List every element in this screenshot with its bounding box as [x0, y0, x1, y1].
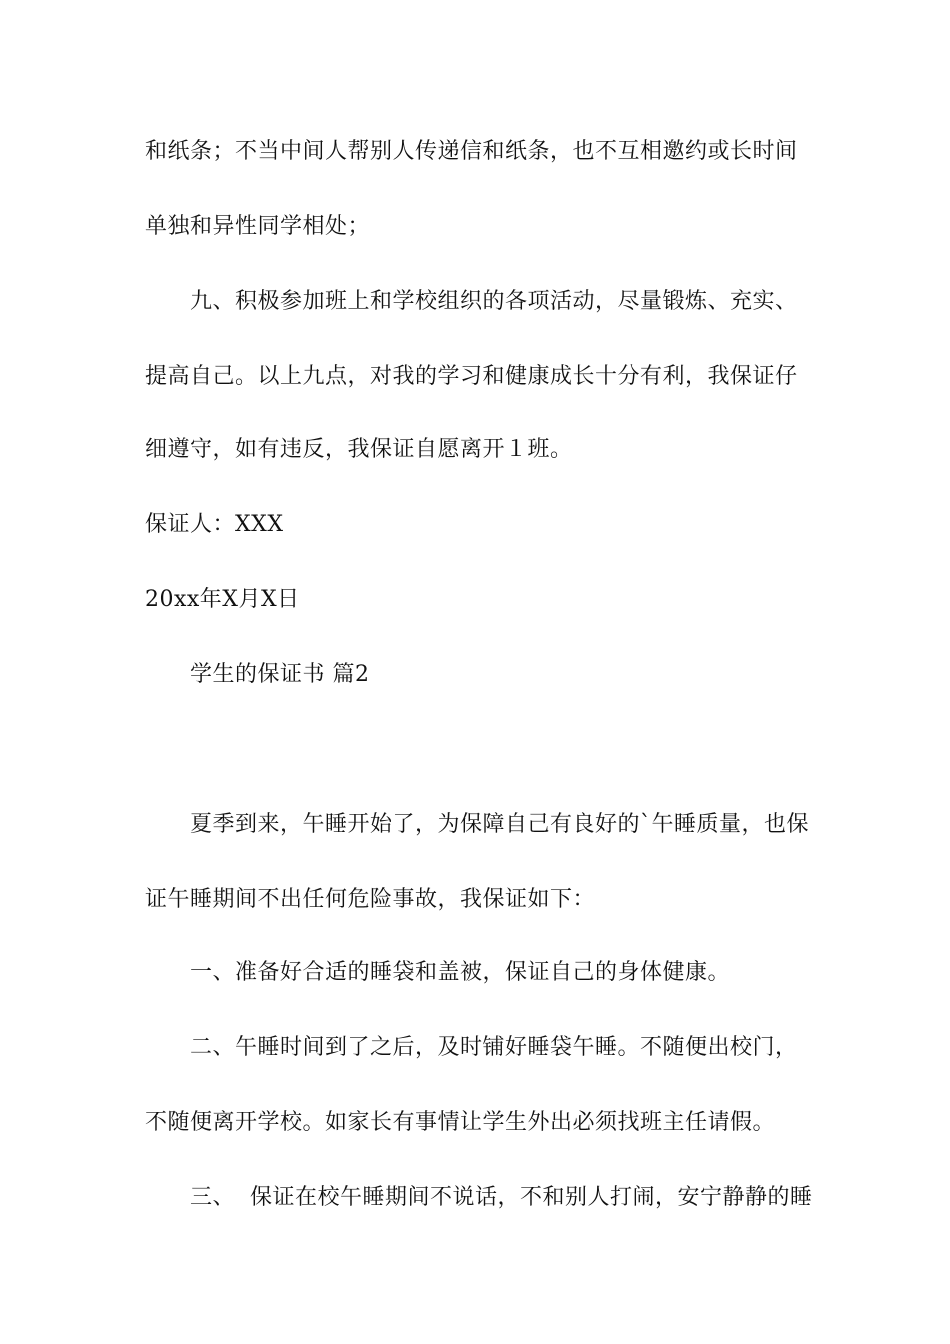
paragraph-line: 细遵守，如有违反，我保证自愿离开１班。: [145, 437, 573, 462]
paragraph-line: 二、午睡时间到了之后，及时铺好睡袋午睡。不随便出校门，: [190, 1035, 798, 1060]
paragraph-line: 三、 保证在校午睡期间不说话，不和别人打闹，安宁静静的睡: [190, 1185, 813, 1210]
paragraph-line: 单独和异性同学相处；: [145, 214, 371, 239]
section-title: 学生的保证书 篇2: [190, 662, 370, 687]
paragraph-line: 一、准备好合适的睡袋和盖被，保证自己的身体健康。: [190, 960, 731, 985]
paragraph-line: 提高自己。以上九点，对我的学习和健康成长十分有利，我保证仔: [145, 364, 798, 389]
guarantor-line: 保证人：XXX: [145, 512, 284, 537]
paragraph-line: 夏季到来，午睡开始了，为保障自己有良好的`午睡质量，也保: [190, 812, 810, 837]
paragraph-line: 不随便离开学校。如家长有事情让学生外出必须找班主任请假。: [145, 1110, 776, 1135]
date-line: 20xx年X月X日: [145, 587, 300, 612]
paragraph-line: 九、积极参加班上和学校组织的各项活动，尽量锻炼、充实、: [190, 289, 798, 314]
paragraph-line: 和纸条；不当中间人帮别人传递信和纸条，也不互相邀约或长时间: [145, 139, 798, 164]
paragraph-line: 证午睡期间不出任何危险事故，我保证如下：: [145, 887, 596, 912]
